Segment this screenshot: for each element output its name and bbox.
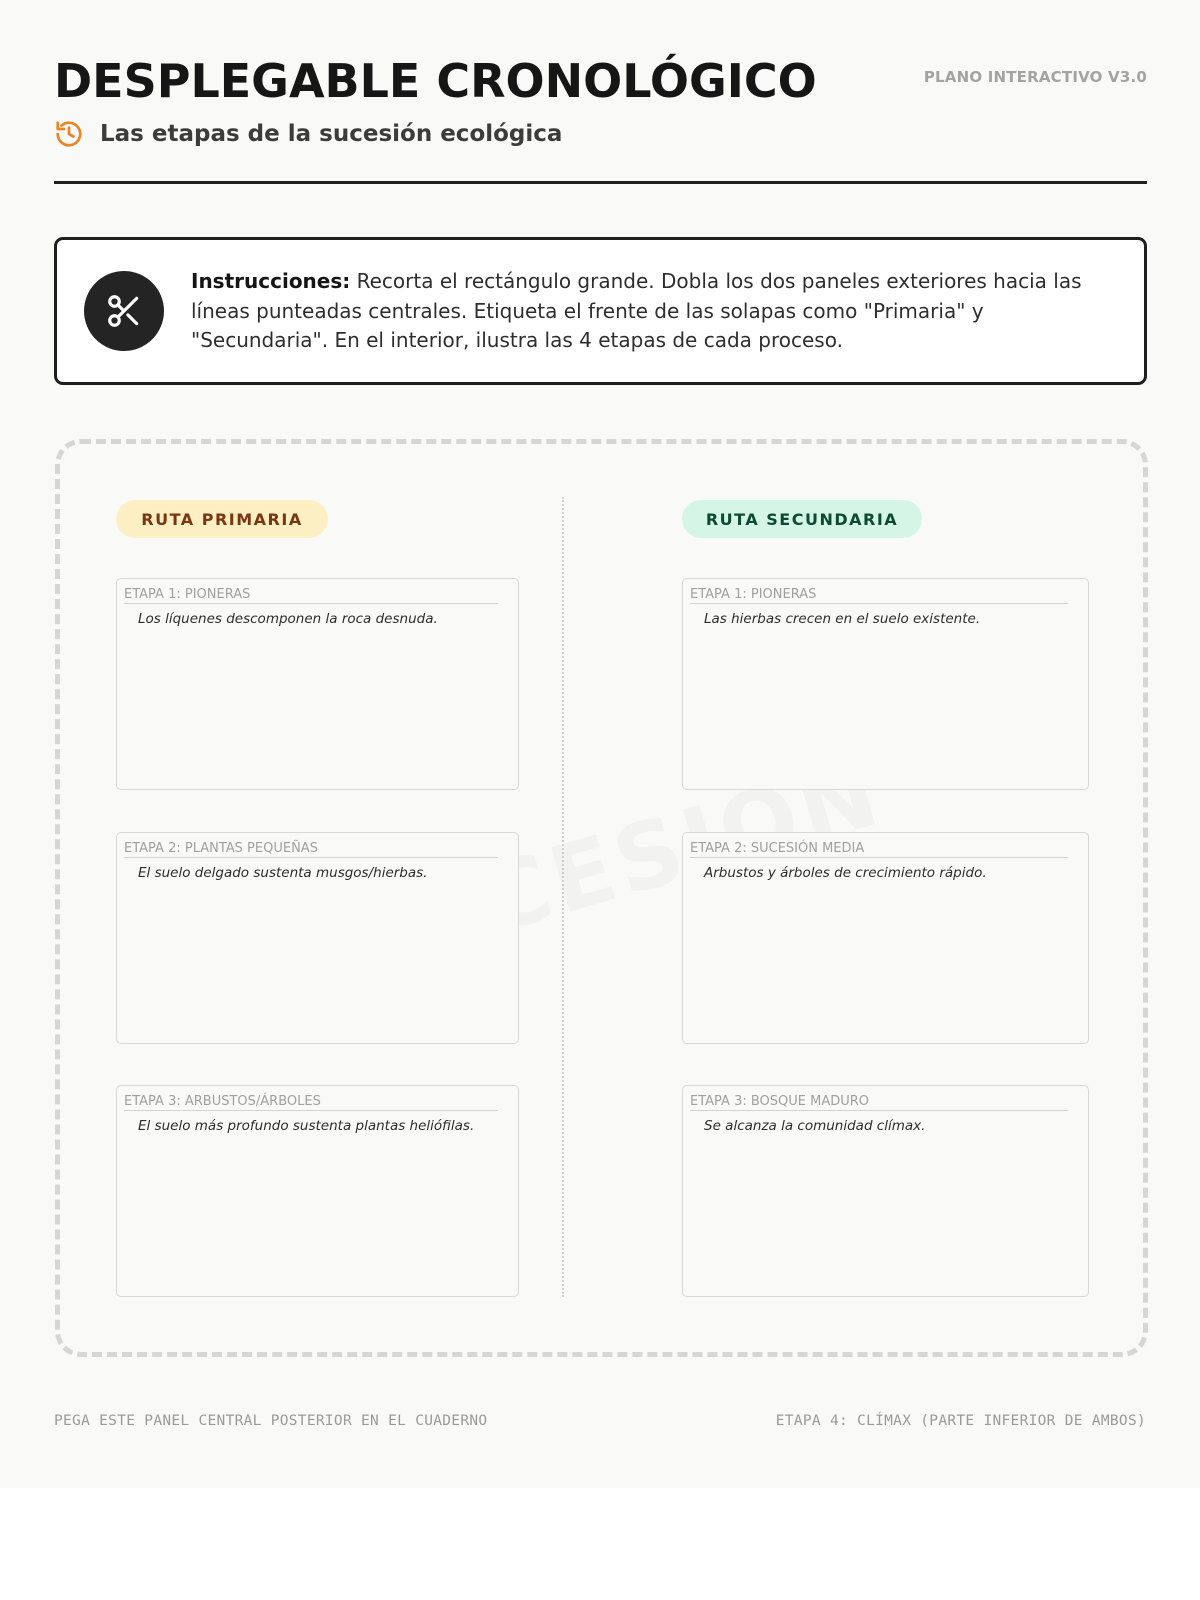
primary-stage-1 <box>116 578 519 790</box>
scissors-icon <box>84 271 164 351</box>
page-subtitle: Las etapas de la sucesión ecológica <box>100 121 563 147</box>
secondary-route-badge: RUTA SECUNDARIA <box>682 500 922 538</box>
instructions-lead: Instrucciones: <box>191 269 351 293</box>
subtitle-row <box>54 116 562 152</box>
instructions-body: Recorta el rectángulo grande. Dobla los dos paneles exteriores hacia las líneas punteadas centrales. Etiqueta el frente de las solapas como "Primaria" y "Secundaria". En el interior, ilustra las 4 etapas de cada proceso. <box>191 269 1082 352</box>
history-icon <box>54 119 84 149</box>
foldout-cut-area <box>55 439 1148 1357</box>
stage-text: Las hierbas crecen en el suelo existente. <box>704 611 981 627</box>
stage-label: ETAPA 2: SUCESIÓN MEDIA <box>690 841 1068 858</box>
stage-text: Arbustos y árboles de crecimiento rápido. <box>704 865 987 881</box>
stage-text: Los líquenes descomponen la roca desnuda. <box>138 611 438 627</box>
secondary-stage-2 <box>682 832 1089 1044</box>
primary-stage-2 <box>116 832 519 1044</box>
footer-note-left: PEGA ESTE PANEL CENTRAL POSTERIOR EN EL CUADERNO <box>54 1413 488 1429</box>
stage-label: ETAPA 3: BOSQUE MADURO <box>690 1094 1068 1111</box>
footer-note-right: ETAPA 4: CLÍMAX (PARTE INFERIOR DE AMBOS) <box>775 1413 1146 1429</box>
instructions-text <box>191 267 1121 356</box>
page-title: DESPLEGABLE CRONOLÓGICO <box>54 54 817 108</box>
stage-text: El suelo delgado sustenta musgos/hierbas. <box>138 865 428 881</box>
version-label: PLANO INTERACTIVO V3.0 <box>923 68 1147 86</box>
secondary-stage-1 <box>682 578 1089 790</box>
stage-label: ETAPA 1: PIONERAS <box>124 587 498 604</box>
stage-label: ETAPA 1: PIONERAS <box>690 587 1068 604</box>
center-fold-line <box>562 497 564 1297</box>
primary-route-badge: RUTA PRIMARIA <box>116 500 328 538</box>
header <box>54 50 1147 184</box>
stage-text: El suelo más profundo sustenta plantas heliófilas. <box>138 1118 475 1134</box>
instructions-box <box>54 237 1147 385</box>
stage-label: ETAPA 3: ARBUSTOS/ÁRBOLES <box>124 1094 498 1111</box>
stage-text: Se alcanza la comunidad clímax. <box>704 1118 926 1134</box>
stage-label: ETAPA 2: PLANTAS PEQUEÑAS <box>124 841 498 858</box>
secondary-stage-3 <box>682 1085 1089 1297</box>
primary-stage-3 <box>116 1085 519 1297</box>
